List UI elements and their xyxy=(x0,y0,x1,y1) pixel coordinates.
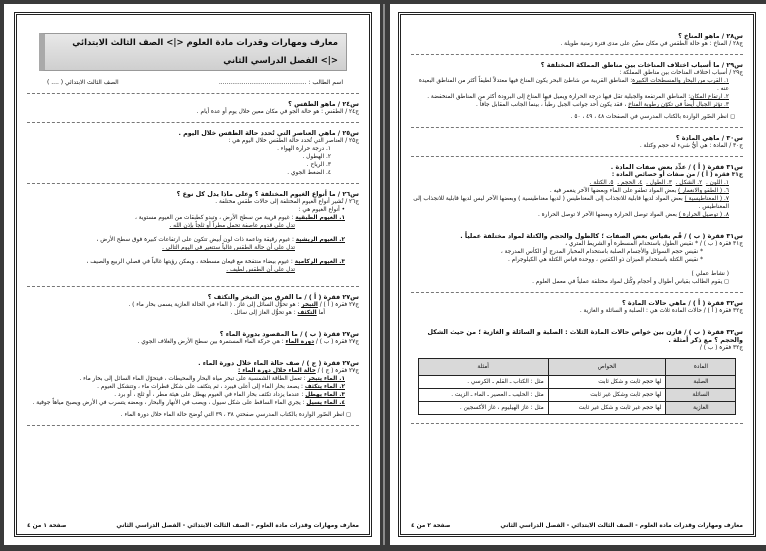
cloud-type-evidence: تدل على أن الطقس لطيف . xyxy=(226,267,295,273)
answer-prefix: ج٢٧ فقرة ( ج ) / xyxy=(317,368,359,374)
table-row xyxy=(418,389,736,402)
worksheet-title-banner: معارف ومهارات وقدرات مادة العلوم <|> الصف الثالث الابتدائي <|> الفصل الدراسي الثاني xyxy=(39,33,347,71)
answer-text: ج٢٥ / العناصر التي تُحدد حالة الطقس خلال اليوم هي : xyxy=(228,138,359,144)
term: التكثف xyxy=(297,310,317,316)
question-text: س٢٦ / ما أنواع الغيوم المختلفة ؟ وعلى ماذا يدل كل نوع ؟ xyxy=(176,190,359,198)
answer-text: ج٣٠ / المادة : هي أيُّ شيء له حجم وكتلة . xyxy=(639,143,743,149)
answer-text xyxy=(27,367,359,375)
definition: : عندما يزداد تكثف بخار الماء في الغيوم يهطل على هيئة مطر ، أو ثلج ، أو برد . xyxy=(114,392,304,398)
property: ٥. الكتلة . xyxy=(589,180,614,186)
cloud-type-name: ٣. الغيوم الركامية xyxy=(294,259,345,265)
term: دورة الماء xyxy=(285,339,315,345)
question-27a xyxy=(27,293,359,317)
property: ٤. الحجم . xyxy=(617,180,643,186)
page-number: صفحة ٢ من ٤ xyxy=(411,523,451,529)
table-cell: مثل : الكتاب ـ القلم ـ الكرسي . xyxy=(418,376,548,389)
basic-properties xyxy=(411,179,743,187)
page-number: صفحة ١ من ٤ xyxy=(27,523,67,529)
water-cycle-step xyxy=(27,399,359,407)
term: التبخر xyxy=(301,302,318,308)
question-text: س٣٠ / ماهي المادة ؟ xyxy=(675,134,743,142)
list-item: ٤. الضغط الجوي . xyxy=(287,170,331,176)
answer-text xyxy=(27,338,359,346)
term: ٨. ( توصيل الحرارة ) xyxy=(678,212,729,218)
page-footer xyxy=(411,522,743,530)
answer-text xyxy=(27,301,359,309)
term: ٣. تؤثر الجبال أيضاً في تكوّن رطوبة المناخ xyxy=(628,102,729,108)
cloud-type-desc: : غيوم رقيقة وناعمة ذات لون أبيض تتكون على ارتفاعات كبيرة فوق سطح الأرض ، xyxy=(96,237,294,243)
question-31b xyxy=(411,232,743,286)
list-item xyxy=(411,93,743,101)
definition: : هو تحوُّل السائل إلى غاز . ( الماء في الحالة الغازية يسمى بخار ماء ) . xyxy=(128,302,300,308)
divider xyxy=(411,54,743,55)
water-cycle-step xyxy=(27,391,359,399)
table-cell: الصلبة xyxy=(666,376,736,389)
activity-text: ◻ يقوم الطالب بقياس أطوال و أحجام وكُتل لمواد مختلفة عملياً في معمل العلوم . xyxy=(532,279,729,285)
question-text: س٢٨ / ماهو المناخ ؟ xyxy=(678,32,743,40)
definition: بعض المواد توصل الحرارة وبعضها الآخر لا توصل الحرارة . xyxy=(537,212,677,218)
answer-heading: حالة الماء خلال دورة الماء : xyxy=(238,368,316,374)
reference-note: ◻ انظر الصّور الواردة بالكتاب المدرسي صفحتي ٣٨ ، ٣٩ التي تُوضح حالة الماء خلال دورة الماء . xyxy=(120,412,351,418)
definition: : هي حركة الماء المستمرة بين سطح الأرض والغلاف الجوي . xyxy=(137,339,284,345)
page-gutter xyxy=(383,4,385,545)
answer-text: ج٣٢ فقرة ( أ ) / حالات المادة ثلاث هي : الصلبة و السائلة و الغازية . xyxy=(579,308,743,314)
cloud-type-name: ٢. الغيوم الريشية xyxy=(295,237,345,243)
page-2 xyxy=(398,12,756,537)
answer-text: ج٣٢ فقرة ( ب ) / xyxy=(699,345,743,351)
definition: ، فقد يكون أحد جوانب الجبل رطباً ، بينما الجانب المقابل جافاً . xyxy=(476,102,627,108)
definition: : المناطق المرتفعة والجبلية تقل فيها درجة الحرارة ويميل فيها المناخ إلى البرودة أكثر من المناطق المنخفضة . xyxy=(427,94,691,100)
definition: : تعمل الطاقة الشمسية على تبخر مياه البحار والمحيطات ، فيتحوّل الماء السائل إلى بخار ماء . xyxy=(79,376,306,382)
water-cycle-step xyxy=(27,383,359,391)
question-32b xyxy=(411,328,743,352)
table-header-row xyxy=(418,359,736,376)
table-cell: لها حجم ثابت وشكل غير ثابت xyxy=(548,389,666,402)
list-item xyxy=(411,187,743,195)
divider xyxy=(411,292,743,293)
term: ٣. الماء يهطل xyxy=(305,392,345,398)
property: ٣. الطول . xyxy=(646,180,672,186)
question-25 xyxy=(27,129,359,177)
question-27c xyxy=(27,359,359,419)
class-label: الصف الثالث الابتدائي ( .... ) xyxy=(47,79,119,86)
answer-text: ج٢٦ / تُشير أنواع الغيوم المختلفة إلى حالات طقس مختلفة . xyxy=(215,199,359,205)
question-27b xyxy=(27,330,359,346)
term: ٤. الماء يسيل xyxy=(306,400,345,406)
question-text: س٢٧ فقرة ( ج ) / صف حالة الماء خلال دورة الماء . xyxy=(198,359,359,367)
term: ١. القرب من البحار والمسطحات الكبيرة xyxy=(632,78,729,84)
definition: : المناطق القريبة من شاطئ البحر يكون المناخ فيها معتدلاً لطيفاً أكثر من المناطق البعيدة عنه . xyxy=(418,78,729,92)
cloud-type-name: ١. الغيوم الطبقية xyxy=(295,215,345,221)
question-30 xyxy=(411,134,743,150)
answer-prefix: ج٢٧ فقرة ( أ ) / xyxy=(319,302,359,308)
divider xyxy=(411,156,743,157)
table-cell: لها حجم ثابت و شكل ثابت xyxy=(548,376,666,389)
table-cell: مثل : غاز الهيليوم ، غاز الأكسجين . xyxy=(418,402,548,415)
footer-title: معارف ومهارات وقدرات مادة العلوم - الصف الثالث الابتدائي - الفصل الدراسي الثاني xyxy=(500,523,743,529)
question-text: س٢٧ فقرة ( أ ) / ما الفرق بين التبخر والتكثف ؟ xyxy=(207,293,359,301)
table-cell: مثل : الحليب ـ العصير ـ الماء ـ الزيت . xyxy=(418,389,548,402)
answer-prefix: أما xyxy=(318,310,325,316)
cloud-type-2 xyxy=(27,236,359,252)
term: ٦. ( الطفو والانغمار ) xyxy=(678,188,729,194)
cloud-type-desc: : غيوم قريبة من سطح الأرض ، وتبدو كطبقات من الغيوم مستوية ، xyxy=(135,215,294,221)
divider xyxy=(411,127,743,128)
divider xyxy=(27,93,359,94)
list-item xyxy=(411,77,743,93)
definition: بعض المواد تطفو على الماء وبعضها الآخر ينغمر فيه . xyxy=(549,188,677,194)
cloud-type-evidence: تدل على قدوم عاصفة تحمل مطراً أو ثلجاً بإذن الله . xyxy=(169,223,295,229)
table-cell: الغازية xyxy=(666,402,736,415)
measurement-point: * نقيس الكتلة باستخدام الميزان ذو الكفتين ، ووحدة قياس الكتلة هي الكيلوجرام . xyxy=(507,257,703,263)
footer-title: معارف ومهارات وقدرات مادة العلوم - الصف الثالث الابتدائي - الفصل الدراسي الثاني xyxy=(116,523,359,529)
property: ١. اللون . xyxy=(705,180,729,186)
question-text: س٢٧ فقرة ( ب ) / ما المقصود بدورة الماء ؟ xyxy=(219,330,359,338)
question-28 xyxy=(411,32,743,48)
cloud-type-desc: : غيوم بيضاء منتفخة مع قيعان مسطحة ، ويمكن رؤيتها غالباً في فصلي الربيع والصيف ، xyxy=(86,259,293,265)
list-item: ٣. الرياح . xyxy=(306,162,331,168)
table-cell: السائلة xyxy=(666,389,736,402)
question-text: س٢٩ / ما أسباب اختلاف المناخات بين مناطق المملكة المختلفة ؟ xyxy=(540,61,743,69)
measurement-point: * نقيس حجم السوائل والأجسام الصلبة باستخدام المخبار المدرج أو الكأس المدرجة ، xyxy=(500,249,703,255)
answer-text xyxy=(411,240,743,248)
cloud-type-evidence: تدل على أن حالة الطقس غالباً ستتغير في اليوم التالي . xyxy=(162,245,295,251)
question-31a xyxy=(411,163,743,219)
measurement-point: * نقيس الطول باستخدام المسطرة أو الشريط المتري ، xyxy=(565,241,699,247)
definition: بعض المواد لديها قابلية للانجذاب إلى المغناطيس ( لديها مغناطيسية ) وبعضها الآخر ليس لديها قابلية للانجذاب إلى المغناطيس . xyxy=(413,196,729,210)
divider xyxy=(27,286,359,287)
column-header: الخواص xyxy=(548,359,666,376)
list-intro: • أنواع الغيوم هي : xyxy=(298,207,345,213)
states-of-matter-table xyxy=(418,358,737,415)
definition: : يصعد بخار الماء إلى أعلى فيبرد ، ثم يتكثف على شكل قطرات ماء ، وتتشكل الغيوم . xyxy=(97,384,303,390)
page-footer xyxy=(27,522,359,530)
list-item xyxy=(411,195,743,211)
table-cell: لها حجم غير ثابت و شكل غير ثابت xyxy=(548,402,666,415)
list-item: ١. درجة حرارة الهواء . xyxy=(277,146,331,152)
question-29 xyxy=(411,61,743,121)
student-name-label: اسم الطالب : .............................................. xyxy=(218,79,343,86)
answer-text: ج٣١ فقرة ( أ ) / من صفات أو خصائص المادة : xyxy=(611,172,743,178)
divider xyxy=(411,423,743,424)
question-text: س٣٢ فقرة ( أ ) / ماهي حالات المادة ؟ xyxy=(621,299,743,307)
question-text: س٣١ فقرة ( ب ) / قُم بقياس بعض الصفات ؛ كالطول والحجم والكتلة لمواد مختلفة عملياً . xyxy=(460,232,743,240)
term: ٢. الماء يتكثف xyxy=(304,384,345,390)
list-item xyxy=(411,211,743,219)
student-info-row xyxy=(27,77,359,87)
page-1 xyxy=(14,12,372,537)
question-text: س٣١ فقرة ( أ ) / عدِّد بعض صفات المادة . xyxy=(610,163,743,171)
water-cycle-step xyxy=(27,375,359,383)
question-26 xyxy=(27,190,359,274)
divider xyxy=(27,122,359,123)
cloud-type-1 xyxy=(27,214,359,230)
table-row xyxy=(418,376,736,389)
list-item xyxy=(411,101,743,109)
page-2-sheet xyxy=(390,4,766,545)
term: ٧. ( المغناطيسية ) xyxy=(684,196,729,202)
question-24 xyxy=(27,100,359,116)
column-header: أمثلة xyxy=(418,359,548,376)
property: ٢. الشكل . xyxy=(675,180,703,186)
answer-text: ج٢٤ / الطقس : هو حالة الجو في مكان معين خلال يوم أو عدة أيام . xyxy=(196,109,359,115)
page-1-sheet xyxy=(4,4,380,545)
answer-prefix: ج٢٧ فقرة ( ب ) / xyxy=(315,339,359,345)
question-32a xyxy=(411,299,743,315)
answer-text: ج٢٩ / أسباب اختلاف المناخات بين مناطق المملكة : xyxy=(619,70,743,76)
divider xyxy=(27,425,359,426)
cloud-type-3 xyxy=(27,258,359,274)
answer-text: ج٢٨ / المناخ : هو حالة الطقس في مكان معيّن على مدى فترة زمنية طويلة . xyxy=(560,41,743,47)
table-row xyxy=(418,402,736,415)
definition: : هو تحوُّل الغاز إلى سائل . xyxy=(230,310,296,316)
divider xyxy=(27,183,359,184)
reference-note: ◻ انظر الصّور الواردة بالكتاب المدرسي في الصفحات ٤٨ ، ٤٩ ، ٥٠ . xyxy=(570,114,735,120)
term: ١. الماء يتبخر xyxy=(307,376,345,382)
definition: : يجري الماء الساقط على شكل سيول ، ويصب في الأنهار والبحار ، وبعضه يتسرب في الأرض ويصبح مياهاً جوفية . xyxy=(32,400,305,406)
answer-text xyxy=(27,309,359,317)
column-header: المادة xyxy=(666,359,736,376)
list-item: ٢. الهطول . xyxy=(302,154,331,160)
question-text: س٢٥ / ماهي العناصر التي تُحدد حالة الطقس خلال اليوم . xyxy=(178,129,359,137)
answer-prefix: ج٣١ فقرة ( ب ) / xyxy=(699,241,743,247)
question-text: س٢٤ / ماهو الطقس ؟ xyxy=(288,100,359,108)
activity-title: ( نشاط عملي ) xyxy=(691,271,729,277)
question-text: س٣٢ فقرة ( ب ) / قارن بين خواص حالات المادة الثلاث : الصلبة و السائلة و الغازية ؛ من حيث الشكل والحجم ؟ مع ذكر أمثلة . xyxy=(427,328,743,344)
term: ٢. ارتفاع المكان xyxy=(690,94,729,100)
